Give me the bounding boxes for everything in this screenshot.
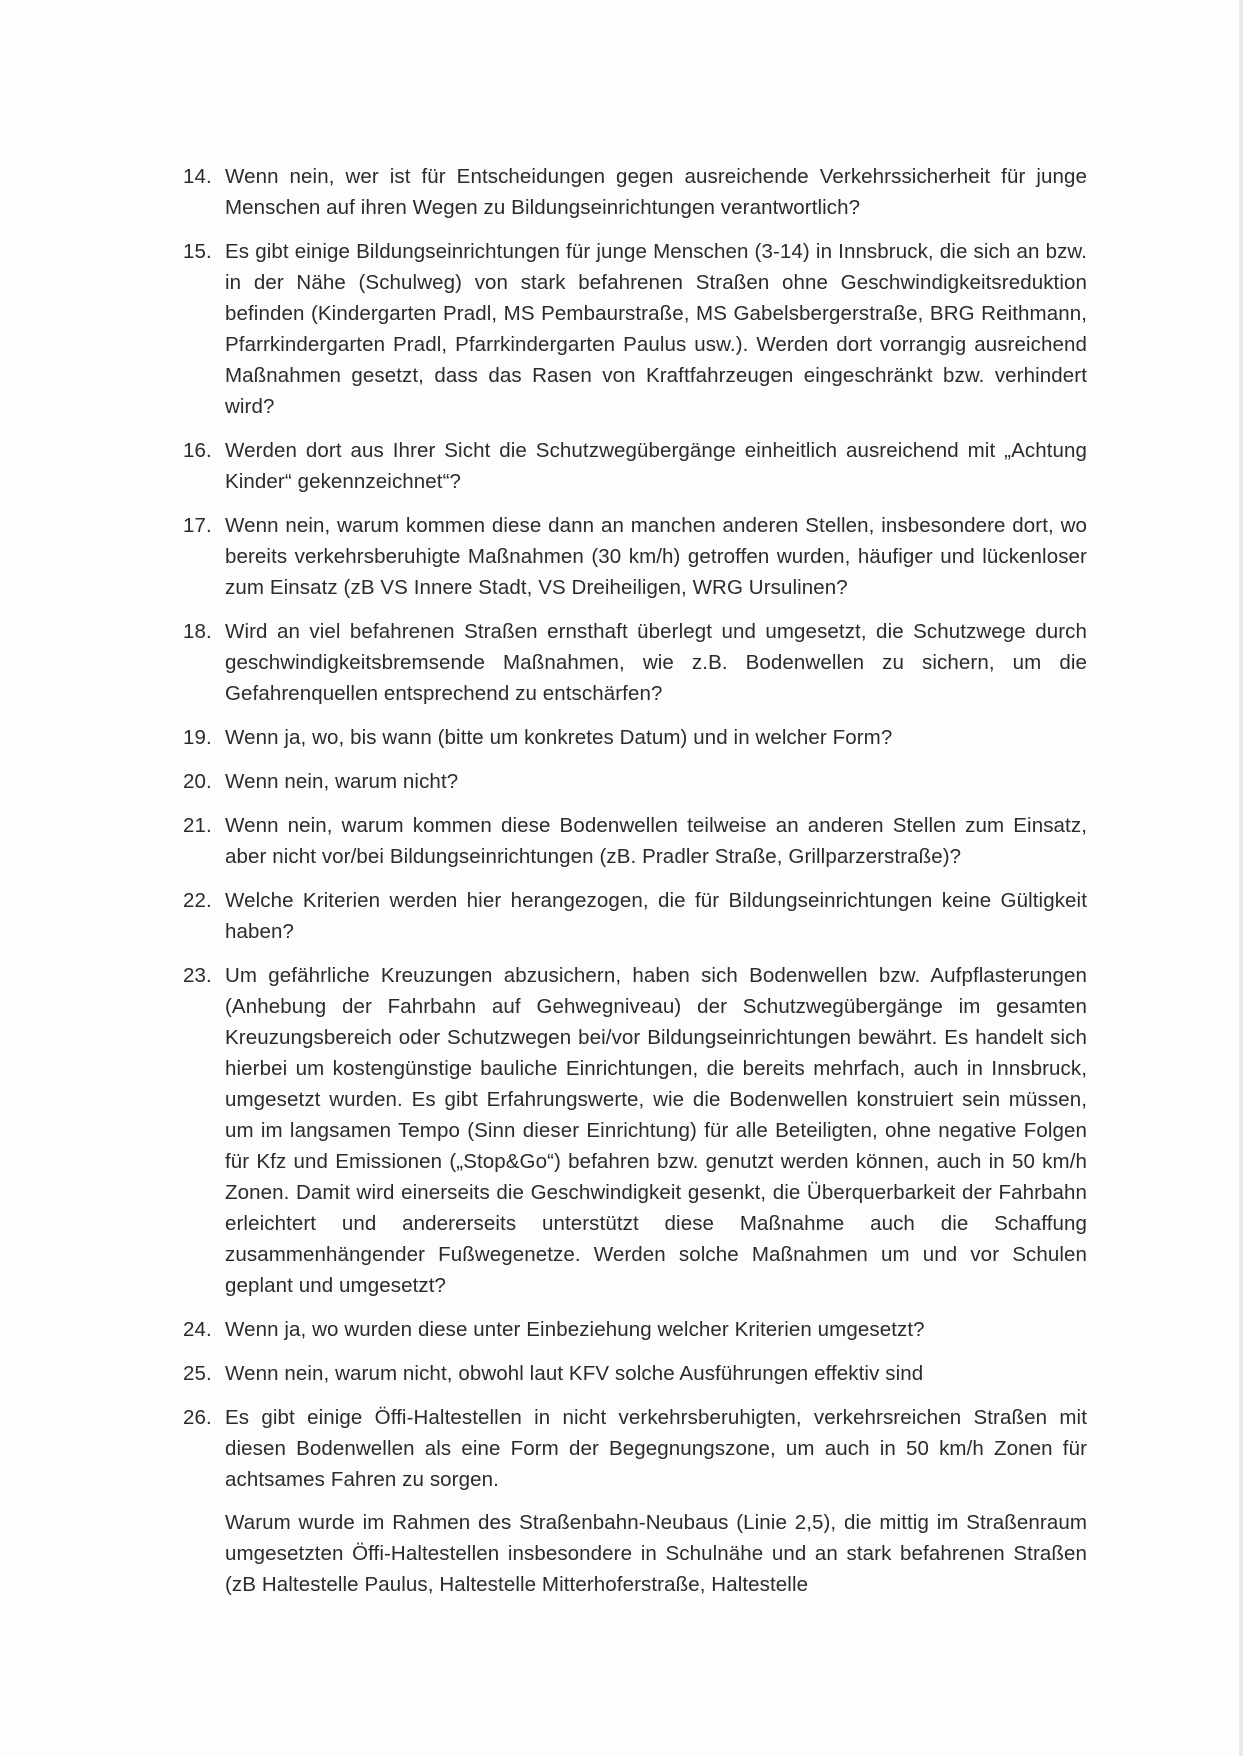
question-number: 16. — [183, 439, 212, 462]
question-text: Wenn nein, warum nicht? — [225, 770, 459, 793]
question-number: 23. — [183, 964, 212, 987]
question-text: Wenn ja, wo wurden diese unter Einbeziehung welcher Kriterien umgesetzt? — [225, 1318, 925, 1341]
question-text: Es gibt einige Bildungseinrichtungen für junge Menschen (3-14) in Innsbruck, die sich an bzw. in der Nähe (Schulweg) von stark befahrenen Straßen ohne Geschwindigkeitsreduktion befinden (Kindergarten Pradl, MS Pembaurstraße, MS Gabelsbergerstraße, BRG Reithmann, Pfarrkindergarten Pradl, Pfarrkindergarten Paulus usw.). Werden dort vorrangig ausreichend Maßnahmen gesetzt, dass das Rasen von Kraftfahrzeugen eingeschränkt bzw. verhindert wird? — [225, 240, 1087, 418]
question-number: 26. — [183, 1406, 212, 1429]
question-21 — [183, 810, 1087, 872]
question-text: Wird an viel befahrenen Straßen ernsthaft überlegt und umgesetzt, die Schutzwege durch geschwindigkeitsbremsende Maßnahmen, wie z.B. Bodenwellen zu sichern, um die Gefahrenquellen entsprechend zu entschärfen? — [225, 620, 1087, 705]
question-text: Wenn ja, wo, bis wann (bitte um konkretes Datum) und in welcher Form? — [225, 726, 893, 749]
question-number: 25. — [183, 1362, 212, 1385]
question-22 — [183, 885, 1087, 947]
question-text: Welche Kriterien werden hier herangezogen, die für Bildungseinrichtungen keine Gültigkeit haben? — [225, 889, 1087, 943]
question-15 — [183, 236, 1087, 422]
question-25 — [183, 1358, 1087, 1389]
question-text: Werden dort aus Ihrer Sicht die Schutzwegübergänge einheitlich ausreichend mit „Achtung Kinder“ gekennzeichnet“? — [225, 439, 1087, 493]
question-number: 15. — [183, 240, 212, 263]
question-text: Es gibt einige Öffi-Haltestellen in nicht verkehrsberuhigten, verkehrsreichen Straßen mit diesen Bodenwellen als eine Form der Begegnungszone, um auch in 50 km/h Zonen für achtsames Fahren zu sorgen. — [225, 1406, 1087, 1491]
question-16 — [183, 435, 1087, 497]
question-26-continuation: Warum wurde im Rahmen des Straßenbahn-Neubaus (Linie 2,5), die mittig im Straßenraum umgesetzten Öffi-Haltestellen insbesondere in Schulnähe und an stark befahrenen Straßen (zB Haltestelle Paulus, Haltestelle Mitterhoferstraße, Haltestelle — [225, 1511, 1087, 1596]
question-26 — [183, 1402, 1087, 1495]
question-number: 17. — [183, 514, 212, 537]
question-number: 21. — [183, 814, 212, 837]
question-text: Wenn nein, warum kommen diese Bodenwellen teilweise an anderen Stellen zum Einsatz, aber nicht vor/bei Bildungseinrichtungen (zB. Pradler Straße, Grillparzerstraße)? — [225, 814, 1087, 868]
question-14 — [183, 161, 1087, 223]
question-17 — [183, 510, 1087, 603]
question-23 — [183, 960, 1087, 1301]
question-19 — [183, 722, 1087, 753]
question-text: Um gefährliche Kreuzungen abzusichern, haben sich Bodenwellen bzw. Aufpflasterungen (Anhebung der Fahrbahn auf Gehwegniveau) der Schutzwegübergänge im gesamten Kreuzungsbereich oder Schutzwegen bei/vor Bildungseinrichtungen bewährt. Es handelt sich hierbei um kostengünstige bauliche Einrichtungen, die bereits mehrfach, auch in Innsbruck, umgesetzt wurden. Es gibt Erfahrungswerte, wie die Bodenwellen konstruiert sein müssen, um im langsamen Tempo (Sinn dieser Einrichtung) für alle Beteiligten, ohne negative Folgen für Kfz und Emissionen („Stop&Go“) befahren bzw. genutzt werden können, auch in 50 km/h Zonen. Damit wird einerseits die Geschwindigkeit gesenkt, die Überquerbarkeit der Fahrbahn erleichtert und andererseits unterstützt diese Maßnahme auch die Schaffung zusammenhängender Fußwegenetze. Werden solche Maßnahmen um und vor Schulen geplant und umgesetzt? — [225, 964, 1087, 1297]
question-number: 14. — [183, 165, 212, 188]
scan-edge-shadow — [1239, 0, 1243, 1756]
question-number: 24. — [183, 1318, 212, 1341]
question-text: Wenn nein, warum nicht, obwohl laut KFV solche Ausführungen effektiv sind — [225, 1362, 924, 1385]
question-number: 22. — [183, 889, 212, 912]
question-18 — [183, 616, 1087, 709]
question-number: 20. — [183, 770, 212, 793]
question-text: Wenn nein, wer ist für Entscheidungen gegen ausreichende Verkehrssicherheit für junge Menschen auf ihren Wegen zu Bildungseinrichtungen verantwortlich? — [225, 165, 1087, 219]
question-24 — [183, 1314, 1087, 1345]
question-number: 18. — [183, 620, 212, 643]
question-20 — [183, 766, 1087, 797]
question-text: Wenn nein, warum kommen diese dann an manchen anderen Stellen, insbesondere dort, wo bereits verkehrsberuhigte Maßnahmen (30 km/h) getroffen wurden, häufiger und lückenloser zum Einsatz (zB VS Innere Stadt, VS Dreiheiligen, WRG Ursulinen? — [225, 514, 1087, 599]
question-number: 19. — [183, 726, 212, 749]
question-list — [183, 161, 1087, 1600]
